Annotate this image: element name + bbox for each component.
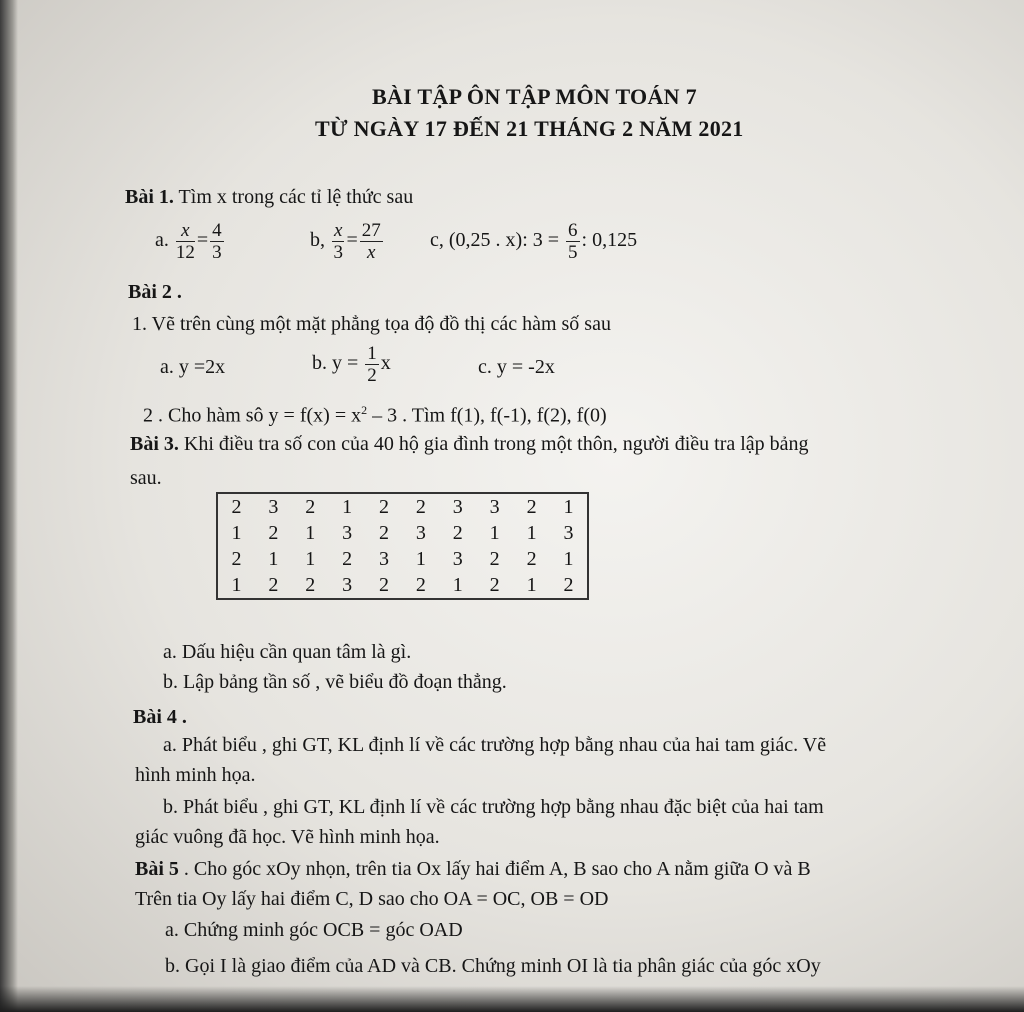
table-cell: 1 [563, 548, 574, 570]
table-cell: 2 [268, 522, 279, 544]
fraction-x-12 [176, 220, 195, 263]
table-cell: 3 [268, 496, 279, 518]
bai3-heading [130, 433, 809, 456]
table-cell: 1 [415, 548, 426, 570]
table-cell: 1 [305, 548, 316, 570]
bai1-heading [125, 186, 413, 209]
table-cell: 1 [526, 522, 537, 544]
bai5-label: Bài 5 [135, 858, 179, 880]
bai3-text: Khi điều tra số con của 40 hộ gia đình trong một thôn, người điều tra lập bảng [178, 433, 809, 455]
bai1-label: Bài 1. [125, 186, 174, 208]
equals-sign: = [196, 229, 209, 252]
denominator: 5 [568, 242, 578, 263]
bai2-item-1: 1. Vẽ trên cùng một mặt phẳng tọa độ đồ thị các hàm số sau [132, 313, 611, 335]
bai2-b-suffix: x [380, 352, 391, 375]
table-cell: 1 [489, 522, 500, 544]
table-cell: 2 [305, 574, 316, 596]
numerator: 4 [212, 220, 222, 241]
paper-shadow-bottom [0, 986, 1024, 1012]
table-cell: 2 [379, 522, 389, 544]
table-cell: 2 [231, 548, 242, 570]
denominator: 2 [367, 365, 377, 386]
table-cell: 1 [526, 574, 537, 596]
bai2-item2-post: – 3 . Tìm f(1), f(-1), f(2), f(0) [367, 404, 607, 427]
title-line-2: TỪ NGÀY 17 ĐẾN 21 THÁNG 2 NĂM 2021 [315, 116, 744, 141]
bai3-b: b. Lập bảng tần số , vẽ biểu đồ đoạn thẳng. [163, 671, 507, 693]
exponent: 2 [361, 403, 368, 417]
denominator: 3 [212, 242, 222, 263]
bai5-a: a. Chứng minh góc OCB = góc OAD [165, 919, 463, 941]
table-cell: 2 [526, 496, 537, 518]
table-cell: 1 [452, 574, 463, 596]
numerator: 1 [367, 343, 377, 364]
bai4-b-line-1: b. Phát biểu , ghi GT, KL định lí về các trường hợp bằng nhau đặc biệt của hai tam [163, 796, 824, 818]
table-cell: 3 [415, 522, 426, 544]
table-cell: 2 [415, 496, 426, 518]
table-cell: 2 [305, 496, 316, 518]
numerator: x [334, 220, 343, 241]
bai1-b-prefix: b, [310, 229, 325, 252]
denominator: 3 [333, 242, 343, 263]
table-cell: 1 [305, 522, 316, 544]
bai2-item2-pre: 2 . Cho hàm sô y = f(x) = x [143, 404, 362, 427]
bai2-label: Bài 2 . [128, 281, 182, 303]
bai2-a: a. y =2x [160, 356, 226, 378]
numerator: x [176, 220, 195, 242]
bai5-b: b. Gọi I là giao điểm của AD và CB. Chứng minh OI là tia phân giác của góc xOy [165, 955, 821, 977]
bai1-c-suffix: : 0,125 [581, 229, 638, 252]
table-cell: 2 [379, 574, 389, 596]
denominator: x [367, 242, 376, 263]
bai5-heading [135, 858, 811, 881]
bai2-b-prefix: b. y = [312, 352, 359, 375]
bai3-a: a. Dấu hiệu cần quan tâm là gì. [163, 641, 412, 663]
table-cell: 2 [342, 548, 353, 570]
bai3-text-2: sau. [130, 467, 162, 489]
bai1-text: Tìm x trong các tỉ lệ thức sau [173, 186, 414, 208]
table-cell: 3 [452, 496, 463, 518]
bai5-text: . Cho góc xOy nhọn, trên tia Ox lấy hai điểm A, B sao cho A nằm giữa O và B [178, 858, 811, 880]
denominator: 12 [175, 242, 195, 263]
fraction-1-2 [365, 343, 379, 386]
bai4-b-line-2: giác vuông đã học. Vẽ hình minh họa. [135, 826, 440, 848]
table-cell: 3 [489, 496, 500, 518]
table-cell: 3 [342, 574, 353, 596]
table-cell: 2 [452, 522, 463, 544]
bai1-c-prefix: c, (0,25 . x): 3 = [430, 229, 560, 252]
table-cell: 3 [379, 548, 389, 570]
bai1-item-b [310, 220, 385, 263]
numerator: 27 [361, 220, 381, 241]
table-cell: 3 [342, 522, 353, 544]
table-row [217, 520, 588, 546]
survey-data-table [216, 492, 589, 600]
table-cell: 2 [526, 548, 537, 570]
table-cell: 2 [563, 574, 574, 596]
table-cell: 2 [415, 574, 426, 596]
table-row [217, 572, 588, 599]
bai1-item-c [430, 220, 637, 263]
table-cell: 1 [231, 522, 242, 544]
table-cell: 2 [231, 496, 242, 518]
paper-shadow-left [0, 0, 18, 1012]
table-cell: 1 [342, 496, 353, 518]
table-cell: 1 [563, 496, 574, 518]
bai1-a-prefix: a. [155, 229, 169, 252]
bai4-a-line-2: hình minh họa. [135, 764, 256, 786]
bai2-c: c. y = -2x [478, 356, 555, 378]
fraction-x-3 [332, 220, 344, 263]
table-cell: 2 [268, 574, 279, 596]
numerator: 6 [568, 220, 578, 241]
bai5-text-2: Trên tia Oy lấy hai điểm C, D sao cho OA = OC, OB = OD [135, 888, 609, 910]
bai4-a-line-1: a. Phát biểu , ghi GT, KL định lí về các trường hợp bằng nhau của hai tam giác. Vẽ [163, 734, 827, 756]
bai3-label: Bài 3. [130, 433, 179, 455]
table-row [217, 546, 588, 572]
equals-sign: = [346, 229, 358, 252]
table-cell: 1 [231, 574, 242, 596]
bai2-item-2 [143, 403, 607, 428]
table-cell: 1 [268, 548, 279, 570]
table-cell: 3 [452, 548, 463, 570]
fraction-27-x [360, 220, 383, 263]
table-cell: 2 [489, 548, 500, 570]
bai4-label: Bài 4 . [133, 706, 187, 728]
title-line-1: BÀI TẬP ÔN TẬP MÔN TOÁN 7 [372, 84, 697, 109]
table-cell: 2 [489, 574, 500, 596]
table-row [217, 493, 588, 520]
bai2-b [312, 343, 391, 386]
fraction-4-3 [210, 220, 224, 263]
table-cell: 3 [563, 522, 574, 544]
table-cell: 2 [379, 496, 389, 518]
bai1-item-a [155, 220, 226, 263]
fraction-6-5 [566, 220, 580, 263]
